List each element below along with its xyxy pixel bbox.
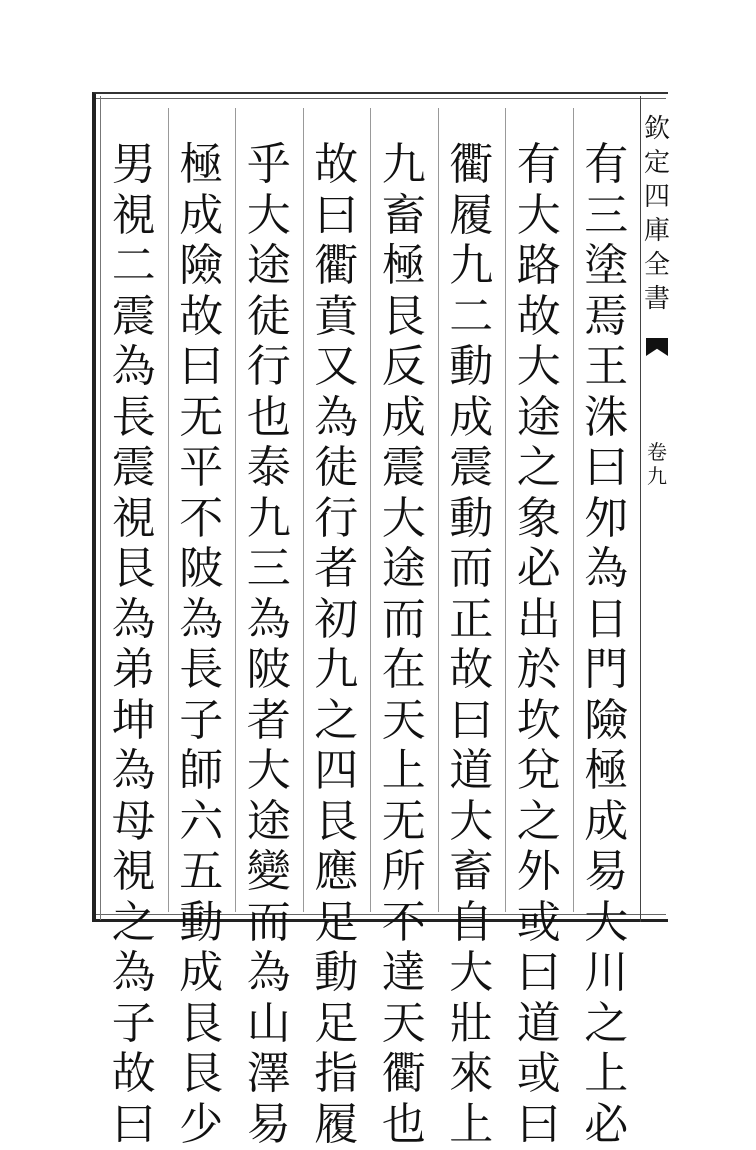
text-column-6 xyxy=(239,140,299,910)
character: 在 xyxy=(379,645,429,696)
character: 來 xyxy=(446,1049,496,1100)
character: 天 xyxy=(379,696,429,747)
character: 艮 xyxy=(176,999,226,1050)
character: 有 xyxy=(581,140,631,191)
character: 師 xyxy=(176,746,226,797)
character: 或 xyxy=(514,1049,564,1100)
left-border-rule xyxy=(100,96,101,920)
character: 正 xyxy=(446,595,496,646)
character: 反 xyxy=(379,342,429,393)
spine-title-char: 四 xyxy=(644,180,670,214)
character: 有 xyxy=(514,140,564,191)
character: 大 xyxy=(244,191,294,242)
character: 畜 xyxy=(446,847,496,898)
character: 途 xyxy=(379,544,429,595)
character: 視 xyxy=(109,847,159,898)
character: 陂 xyxy=(176,544,226,595)
character: 為 xyxy=(244,948,294,999)
character: 途 xyxy=(514,393,564,444)
character: 子 xyxy=(176,696,226,747)
character: 為 xyxy=(109,746,159,797)
character: 艮 xyxy=(311,797,361,848)
character: 四 xyxy=(311,746,361,797)
character: 為 xyxy=(176,595,226,646)
character: 故 xyxy=(514,292,564,343)
column-divider xyxy=(505,108,506,912)
character: 艮 xyxy=(109,544,159,595)
spine-title-char: 庫 xyxy=(644,214,670,248)
text-column-7 xyxy=(171,140,231,910)
character: 初 xyxy=(311,595,361,646)
character: 為 xyxy=(109,595,159,646)
character: 險 xyxy=(176,241,226,292)
character: 曰 xyxy=(514,1100,564,1150)
character: 成 xyxy=(176,191,226,242)
character: 動 xyxy=(446,494,496,545)
character: 九 xyxy=(446,241,496,292)
character: 路 xyxy=(514,241,564,292)
character: 上 xyxy=(379,746,429,797)
character: 易 xyxy=(581,847,631,898)
text-column-2 xyxy=(509,140,569,910)
text-column-5 xyxy=(306,140,366,910)
column-divider xyxy=(438,108,439,912)
character: 途 xyxy=(244,241,294,292)
character: 曰 xyxy=(581,443,631,494)
character: 曰 xyxy=(176,342,226,393)
character: 成 xyxy=(581,797,631,848)
character: 兌 xyxy=(514,746,564,797)
character: 不 xyxy=(379,898,429,949)
character: 衢 xyxy=(379,1049,429,1100)
text-column-8 xyxy=(104,140,164,910)
character: 平 xyxy=(176,443,226,494)
character: 澤 xyxy=(244,1049,294,1100)
character: 焉 xyxy=(581,292,631,343)
character: 長 xyxy=(109,393,159,444)
character: 所 xyxy=(379,847,429,898)
character: 道 xyxy=(514,999,564,1050)
character: 曰 xyxy=(446,696,496,747)
character: 上 xyxy=(581,1049,631,1100)
character: 坤 xyxy=(109,696,159,747)
character: 徒 xyxy=(244,292,294,343)
column-divider xyxy=(168,108,169,912)
character: 為 xyxy=(109,948,159,999)
character: 三 xyxy=(581,191,631,242)
character: 故 xyxy=(446,645,496,696)
character: 應 xyxy=(311,847,361,898)
character: 陂 xyxy=(244,645,294,696)
spine-juan-char: 九 xyxy=(647,464,667,488)
character: 大 xyxy=(514,191,564,242)
character: 乎 xyxy=(244,140,294,191)
column-divider xyxy=(235,108,236,912)
character: 指 xyxy=(311,1049,361,1100)
character: 也 xyxy=(379,1100,429,1150)
spine-book-title xyxy=(642,112,672,316)
character: 門 xyxy=(581,645,631,696)
character: 之 xyxy=(581,999,631,1050)
character: 衢 xyxy=(311,241,361,292)
character: 日 xyxy=(581,595,631,646)
character: 出 xyxy=(514,595,564,646)
character: 徒 xyxy=(311,443,361,494)
character: 為 xyxy=(311,393,361,444)
character: 五 xyxy=(176,847,226,898)
character: 震 xyxy=(109,292,159,343)
character: 洙 xyxy=(581,393,631,444)
spine-title-char: 定 xyxy=(644,146,670,180)
character: 大 xyxy=(446,948,496,999)
character: 達 xyxy=(379,948,429,999)
character: 山 xyxy=(244,999,294,1050)
character: 故 xyxy=(311,140,361,191)
character: 震 xyxy=(379,443,429,494)
character: 大 xyxy=(581,898,631,949)
spine-title-char: 全 xyxy=(644,248,670,282)
top-border-rule xyxy=(96,98,666,99)
character: 二 xyxy=(446,292,496,343)
character: 足 xyxy=(311,999,361,1050)
character: 賁 xyxy=(311,292,361,343)
character: 極 xyxy=(581,746,631,797)
character: 之 xyxy=(311,696,361,747)
character: 畜 xyxy=(379,191,429,242)
character: 二 xyxy=(109,241,159,292)
character: 成 xyxy=(379,393,429,444)
character: 而 xyxy=(379,595,429,646)
character: 而 xyxy=(446,544,496,595)
character: 大 xyxy=(244,746,294,797)
spine-title-char: 書 xyxy=(644,282,670,316)
column-divider xyxy=(573,108,574,912)
character: 王 xyxy=(581,342,631,393)
character: 成 xyxy=(176,948,226,999)
character: 於 xyxy=(514,645,564,696)
character: 成 xyxy=(446,393,496,444)
character: 艮 xyxy=(379,292,429,343)
character: 極 xyxy=(379,241,429,292)
text-column-1 xyxy=(576,140,636,910)
character: 六 xyxy=(176,797,226,848)
character: 壯 xyxy=(446,999,496,1050)
spine-juan-char: 卷 xyxy=(647,440,667,464)
character: 三 xyxy=(244,544,294,595)
character: 途 xyxy=(244,797,294,848)
character: 子 xyxy=(109,999,159,1050)
character: 者 xyxy=(311,544,361,595)
character: 長 xyxy=(176,645,226,696)
character: 極 xyxy=(176,140,226,191)
column-divider xyxy=(303,108,304,912)
character: 動 xyxy=(311,948,361,999)
character: 大 xyxy=(446,797,496,848)
character: 故 xyxy=(109,1049,159,1100)
character: 川 xyxy=(581,948,631,999)
character: 故 xyxy=(176,292,226,343)
character: 大 xyxy=(379,494,429,545)
character: 塗 xyxy=(581,241,631,292)
character: 之 xyxy=(514,443,564,494)
text-column-3 xyxy=(441,140,501,910)
character: 弟 xyxy=(109,645,159,696)
character: 足 xyxy=(311,898,361,949)
character: 外 xyxy=(514,847,564,898)
character: 自 xyxy=(446,898,496,949)
character: 也 xyxy=(244,393,294,444)
character: 少 xyxy=(176,1100,226,1150)
character: 艮 xyxy=(176,1049,226,1100)
character: 又 xyxy=(311,342,361,393)
character: 震 xyxy=(109,443,159,494)
character: 為 xyxy=(581,544,631,595)
character: 視 xyxy=(109,191,159,242)
character: 動 xyxy=(176,898,226,949)
character: 視 xyxy=(109,494,159,545)
character: 九 xyxy=(244,494,294,545)
character: 上 xyxy=(446,1100,496,1150)
character: 夘 xyxy=(581,494,631,545)
character: 或 xyxy=(514,898,564,949)
spine-volume-label xyxy=(644,440,670,488)
character: 衢 xyxy=(446,140,496,191)
character: 不 xyxy=(176,494,226,545)
character: 男 xyxy=(109,140,159,191)
spine-title-char: 欽 xyxy=(644,112,670,146)
character: 之 xyxy=(514,797,564,848)
character: 為 xyxy=(109,342,159,393)
character: 而 xyxy=(244,898,294,949)
character: 易 xyxy=(244,1100,294,1150)
character: 九 xyxy=(379,140,429,191)
character: 道 xyxy=(446,746,496,797)
character: 九 xyxy=(311,645,361,696)
character: 變 xyxy=(244,847,294,898)
character: 天 xyxy=(379,999,429,1050)
text-column-4 xyxy=(374,140,434,910)
character: 无 xyxy=(379,797,429,848)
character: 履 xyxy=(311,1100,361,1150)
character: 履 xyxy=(446,191,496,242)
character: 大 xyxy=(514,342,564,393)
character: 坎 xyxy=(514,696,564,747)
character: 曰 xyxy=(514,948,564,999)
column-divider xyxy=(370,108,371,912)
character: 曰 xyxy=(109,1100,159,1150)
character: 母 xyxy=(109,797,159,848)
character: 者 xyxy=(244,696,294,747)
character: 之 xyxy=(109,898,159,949)
character: 无 xyxy=(176,393,226,444)
character: 行 xyxy=(244,342,294,393)
character: 曰 xyxy=(311,191,361,242)
character: 必 xyxy=(514,544,564,595)
character: 震 xyxy=(446,443,496,494)
character: 必 xyxy=(581,1100,631,1150)
character: 為 xyxy=(244,595,294,646)
character: 行 xyxy=(311,494,361,545)
character: 動 xyxy=(446,342,496,393)
character: 泰 xyxy=(244,443,294,494)
character: 險 xyxy=(581,696,631,747)
character: 象 xyxy=(514,494,564,545)
